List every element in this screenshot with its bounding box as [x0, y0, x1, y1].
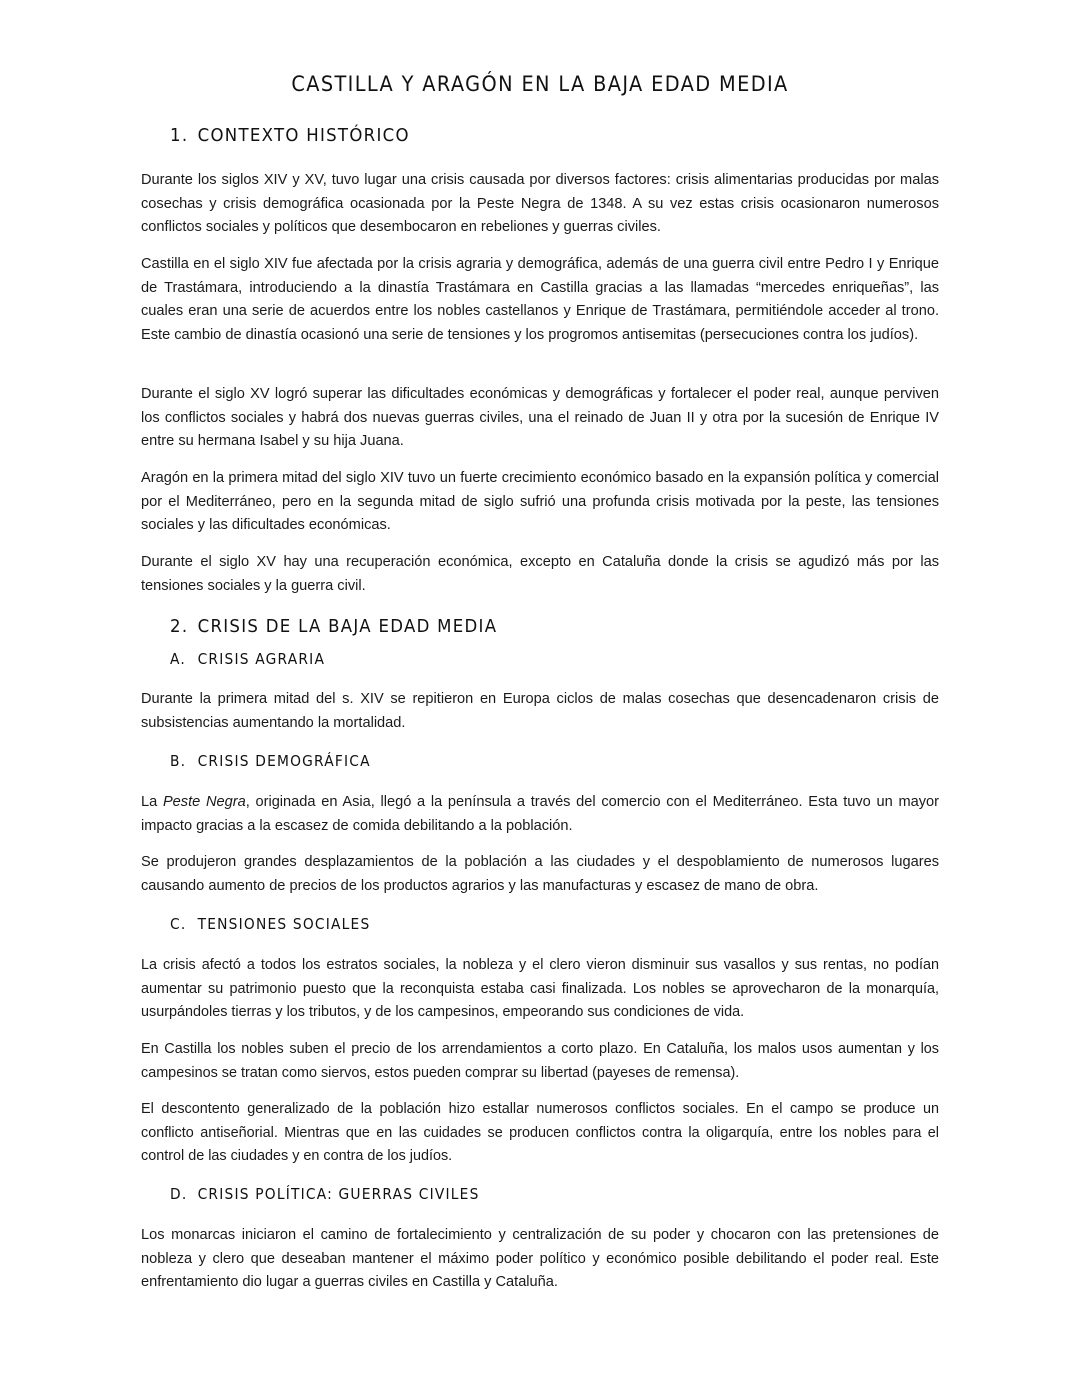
subsection-title: CRISIS POLÍTICA: GUERRAS CIVILES: [197, 1185, 480, 1203]
subsection-letter: D.: [170, 1185, 188, 1203]
section-number: 2.: [170, 616, 189, 637]
paragraph: En Castilla los nobles suben el precio de los arrendamientos a corto plazo. En Cataluña, los malos usos aumentan y los campesinos se tratan como siervos, estos pueden comprar su libertad (payeses de remensa).: [141, 1041, 939, 1081]
subsection-title: TENSIONES SOCIALES: [197, 915, 371, 933]
text: , originada en Asia, llegó a la península a través del comercio con el Mediterráneo. Esta tuvo un mayor impacto gracias a la escasez de comida debilitando a la población.: [141, 794, 939, 834]
paragraph: Se produjeron grandes desplazamientos de la población a las ciudades y el despoblamiento de numerosos lugares causando aumento de precios de los productos agrarios y las manufacturas y escasez de mano de obra.: [141, 854, 939, 894]
subsection-letter: B.: [170, 752, 187, 770]
italic-term-peste-negra: Peste Negra: [162, 794, 246, 810]
paragraph: Aragón en la primera mitad del siglo XIV tuvo un fuerte crecimiento económico basado en la expansión política y comercial por el Mediterráneo, pero en la segunda mitad de siglo sufrió una profunda crisis motivada por la peste, las tensiones sociales y las dificultades económicas.: [141, 470, 939, 534]
paragraph: Durante la primera mitad del s. XIV se repitieron en Europa ciclos de malas cosechas que desencadenaron crisis de subsistencias aumentando la mortalidad.: [141, 691, 939, 731]
paragraph: Los monarcas iniciaron el camino de fortalecimiento y centralización de su poder y chocaron con las pretensiones de nobleza y clero que deseaban mantener el máximo poder político y económico posible debilitando el poder real. Este enfrentamiento dio lugar a guerras civiles en Castilla y Cataluña.: [141, 1227, 939, 1291]
section-heading-crisis-baja-edad-media: [170, 616, 497, 637]
paragraph: Durante el siglo XV hay una recuperación económica, excepto en Cataluña donde la crisis se agudizó más por las tensiones sociales y la guerra civil.: [141, 554, 939, 594]
text: La: [141, 794, 163, 810]
section-title: CONTEXTO HISTÓRICO: [197, 125, 410, 146]
section-title: CRISIS DE LA BAJA EDAD MEDIA: [197, 616, 498, 637]
paragraph-peste-negra: [141, 791, 939, 838]
subsection-heading-crisis-demografica: [170, 752, 371, 770]
section-heading-contexto-historico: [170, 125, 410, 146]
paragraph: Durante el siglo XV logró superar las dificultades económicas y demográficas y fortalecer el poder real, aunque perviven los conflictos sociales y habrá dos nuevas guerras civiles, una el reinado de Juan II y otra por la sucesión de Enrique IV entre su hermana Isabel y su hija Juana.: [141, 386, 939, 450]
subsection-heading-crisis-politica: [170, 1185, 480, 1203]
subsection-title: CRISIS DEMOGRÁFICA: [197, 752, 371, 770]
document-title: CASTILLA Y ARAGÓN EN LA BAJA EDAD MEDIA: [291, 72, 789, 96]
paragraph: Durante los siglos XIV y XV, tuvo lugar una crisis causada por diversos factores: crisis alimentarias producidas por malas cosechas y crisis demográfica ocasionada por la Peste Negra de 1348. A su vez estas crisis ocasionaron numerosos conflictos sociales y políticos que desembocaron en rebeliones y guerras civiles.: [141, 172, 939, 236]
subsection-title: CRISIS AGRARIA: [197, 650, 326, 668]
paragraph: La crisis afectó a todos los estratos sociales, la nobleza y el clero vieron disminuir sus vasallos y sus rentas, no podían aumentar su patrimonio puesto que la reconquista estaba casi finalizada. Los nobles se aprovecharon de la monarquía, usurpándoles tierras y los tributos, y de los campesinos, empeorando sus condiciones de vida.: [141, 957, 939, 1021]
subsection-heading-crisis-agraria: [170, 650, 325, 668]
subsection-heading-tensiones-sociales: [170, 915, 370, 933]
section-number: 1.: [170, 125, 189, 146]
paragraph: El descontento generalizado de la población hizo estallar numerosos conflictos sociales. En el campo se produce un conflicto antiseñorial. Mientras que en las cuidades se producen conflictos contra la oligarquía, entre los nobles para el control de las ciudades y en contra de los judíos.: [141, 1101, 939, 1165]
subsection-letter: A.: [170, 650, 186, 668]
paragraph: Castilla en el siglo XIV fue afectada por la crisis agraria y demográfica, además de una guerra civil entre Pedro I y Enrique de Trastámara, introduciendo a la dinastía Trastámara en Castilla gracias a las llamadas “mercedes enriqueñas”, las cuales eran una serie de acuerdos entre los nobles castellanos y Enrique de Trastámara, permitiéndole acceder al trono. Este cambio de dinastía ocasionó una serie de tensiones y los progromos antisemitas (persecuciones contra los judíos).: [141, 256, 939, 343]
subsection-letter: C.: [170, 915, 187, 933]
